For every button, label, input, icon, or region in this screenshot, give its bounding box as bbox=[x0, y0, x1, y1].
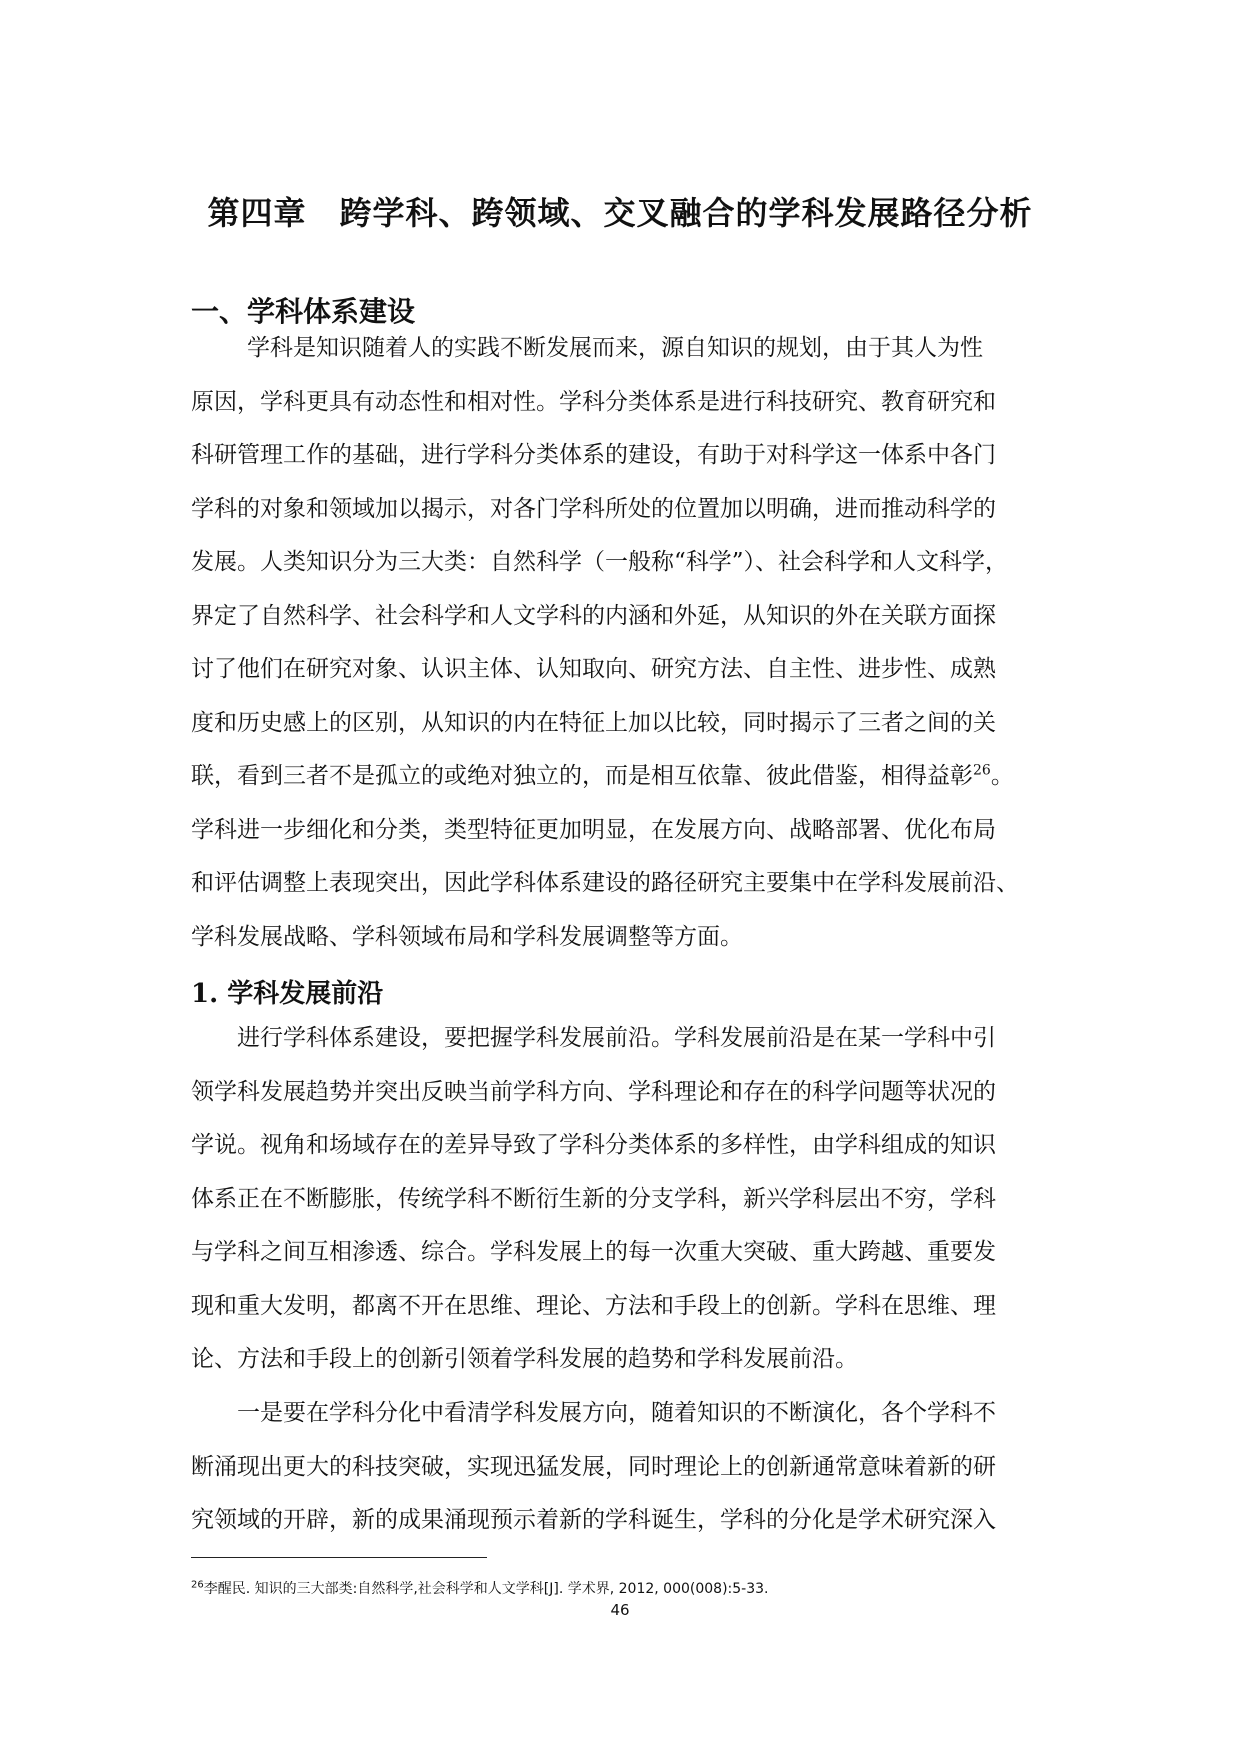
paragraph-line: 学说。视角和场域存在的差异导致了学科分类体系的多样性，由学科组成的知识 bbox=[191, 1132, 996, 1158]
page-number: 46 bbox=[610, 1601, 630, 1619]
paragraph-3 bbox=[191, 1387, 1071, 1548]
paragraph-2 bbox=[191, 1012, 1071, 1387]
paragraph-line: 现和重大发明，都离不开在思维、理论、方法和手段上的创新。学科在思维、理 bbox=[191, 1292, 996, 1319]
paragraph-line: 和评估调整上表现突出，因此学科体系建设的路径研究主要集中在学科发展前沿、 bbox=[191, 870, 1019, 896]
paragraph-line: 进行学科体系建设，要把握学科发展前沿。学科发展前沿是在某一学科中引 bbox=[237, 1025, 996, 1051]
paragraph-line: 体系正在不断膨胀，传统学科不断衍生新的分支学科，新兴学科层出不穷，学科 bbox=[191, 1185, 996, 1212]
paragraph-line: 学科是知识随着人的实践不断发展而来，源自知识的规划，由于其人为性 bbox=[247, 335, 983, 361]
chapter-title: 第四章 跨学科、跨领域、交叉融合的学科发展路径分析 bbox=[207, 194, 1033, 232]
paragraph-1 bbox=[191, 322, 1071, 964]
paragraph-line: 论、方法和手段上的创新引领着学科发展的趋势和学科发展前沿。 bbox=[191, 1346, 858, 1372]
paragraph-line: 学科进一步细化和分类，类型特征更加明显，在发展方向、战略部署、优化布局 bbox=[191, 816, 996, 843]
paragraph-line: 科研管理工作的基础，进行学科分类体系的建设，有助于对科学这一体系中各门 bbox=[191, 442, 996, 468]
footnote bbox=[191, 1578, 769, 1598]
section-title: 一、学科体系建设 bbox=[191, 295, 416, 328]
paragraph-line: 发展。人类知识分为三大类：自然科学（一般称“科学”）、社会科学和人文科学， bbox=[191, 549, 1009, 575]
footnote-separator bbox=[191, 1557, 487, 1558]
subsection-title bbox=[191, 973, 383, 1010]
footnote-marker: 26 bbox=[191, 1579, 204, 1591]
subsection-title-text: 学科发展前沿 bbox=[227, 979, 384, 1009]
paragraph-line: 讨了他们在研究对象、认识主体、认知取向、研究方法、自主性、进步性、成熟 bbox=[191, 656, 996, 682]
paragraph-line: 度和历史感上的区别，从知识的内在特征上加以比较，同时揭示了三者之间的关 bbox=[191, 709, 996, 736]
paragraph-line: 究领域的开辟，新的成果涌现预示着新的学科诞生，学科的分化是学术研究深入 bbox=[191, 1507, 996, 1533]
paragraph-line: 原因，学科更具有动态性和相对性。学科分类体系是进行科技研究、教育研究和 bbox=[191, 388, 996, 415]
paragraph-line: 领学科发展趋势并突出反映当前学科方向、学科理论和存在的科学问题等状况的 bbox=[191, 1078, 996, 1105]
footnote-reference[interactable]: 26 bbox=[973, 762, 991, 779]
paragraph-line: 一是要在学科分化中看清学科发展方向，随着知识的不断演化，各个学科不 bbox=[237, 1400, 996, 1426]
footnote-text: 李醒民. 知识的三大部类:自然科学,社会科学和人文学科[J]. 学术界, 2012, 000(008):5-33. bbox=[203, 1581, 769, 1597]
paragraph-line-text: 联，看到三者不是孤立的或绝对独立的，而是相互依靠、彼此借鉴，相得益彰 bbox=[191, 763, 973, 789]
paragraph-line-with-footnote bbox=[191, 750, 1071, 804]
paragraph-line: 学科发展战略、学科领域布局和学科发展调整等方面。 bbox=[191, 923, 743, 950]
subsection-number: 1. bbox=[191, 979, 219, 1009]
paragraph-line-suffix: 。 bbox=[990, 763, 1014, 789]
paragraph-line: 断涌现出更大的科技突破，实现迅猛发展，同时理论上的创新通常意味着新的研 bbox=[191, 1453, 996, 1480]
paragraph-line: 学科的对象和领域加以揭示，对各门学科所处的位置加以明确，进而推动科学的 bbox=[191, 495, 996, 522]
paragraph-line: 与学科之间互相渗透、综合。学科发展上的每一次重大突破、重大跨越、重要发 bbox=[191, 1239, 996, 1265]
paragraph-line: 界定了自然科学、社会科学和人文学科的内涵和外延，从知识的外在关联方面探 bbox=[191, 602, 996, 629]
